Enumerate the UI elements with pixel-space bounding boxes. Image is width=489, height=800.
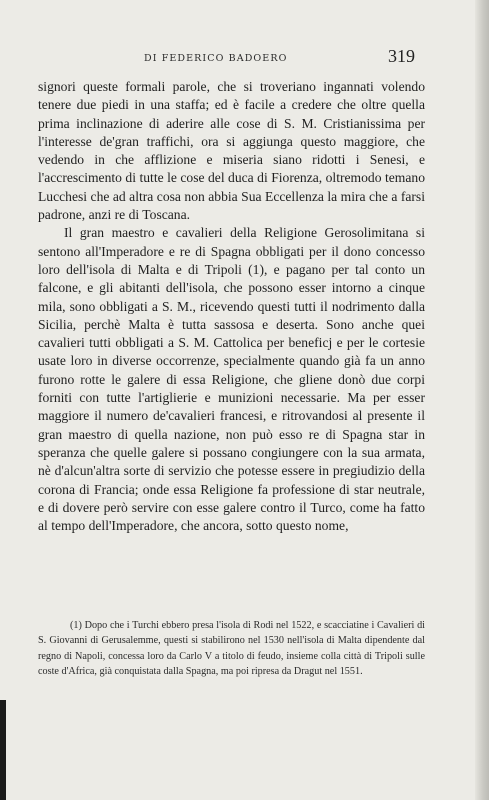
page-edge-shadow [475, 0, 489, 800]
paragraph-2: Il gran maestro e cavalieri della Religione Gerosolimitana si sentono all'Imperadore e re di Spagna obbligati per il dono concesso loro dell'isola di Malta e di Tripoli (1), e pagano per tal conto un falcone, e gli abitanti dell'isola, che possono esser intorno a cinque mila, sono obbligati a S. M., ricevendo questi tutti il nodrimento dalla Sicilia, perchè Malta è tutta sassosa e deserta. Sono anche quei cavalieri tutti obbligati a S. M. Cattolica per beneficj e per le cortesie usate loro in diverse occorrenze, specialmente quando già fa un anno furono rotte le galere di essa Religione, che gliene donò due corpi forniti con tutte l'artiglierie e munizioni necessarie. Ma per esser maggiore il numero de'cavalieri francesi, e ritrovandosi al presente il gran maestro di quella nazione, non può esso re di Spagna star in speranza che quelle galere si possano congiungere con la sua armata, nè d'alcun'altra sorte di servizio che potesse essere in pregiudizio della corona di Francia; onde essa Religione fa professione di star neutrale, e di dovere però servire con esse galere contro il Turco, come ha fatto al tempo dell'Imperadore, che ancora, sotto questo nome, [38, 225, 425, 534]
book-page [30, 0, 455, 800]
scan-border [0, 700, 6, 800]
running-head [30, 46, 455, 68]
page-number: 319 [388, 46, 415, 66]
running-title: DI FEDERICO BADOERO [144, 53, 288, 64]
main-text [38, 78, 425, 535]
paragraph-1: signori queste formali parole, che si troveriano ingannati volendo tenere due piedi in una staffa; ed è facile a credere che oltre quella prima inclinazione di aderire alle cose di S. M. Cristianissima per l'interesse de'gran traffichi, ora si aggiunga questo maggiore, che vedendo in che afflizione e miseria siano ridotti i Senesi, e l'accrescimento di tutte le cose del duca di Fiorenza, oltremodo temano Lucchesi che ad altra cosa non abbia Sua Eccellenza la mira che a farsi padrone, anzi re di Toscana. [38, 79, 425, 223]
footnote [38, 618, 425, 680]
footnote-1: (1) Dopo che i Turchi ebbero presa l'isola di Rodi nel 1522, e scacciatine i Cavalieri di S. Giovanni di Gerusalemme, questi si stabilirono nel 1530 nell'isola di Malta dipendente dal regno di Napoli, concessa loro da Carlo V a titolo di feudo, insieme colla città di Tripoli sulle coste d'Africa, già conquistata dalla Spagna, ma poi ripresa da Dragut nel 1551. [38, 620, 425, 678]
